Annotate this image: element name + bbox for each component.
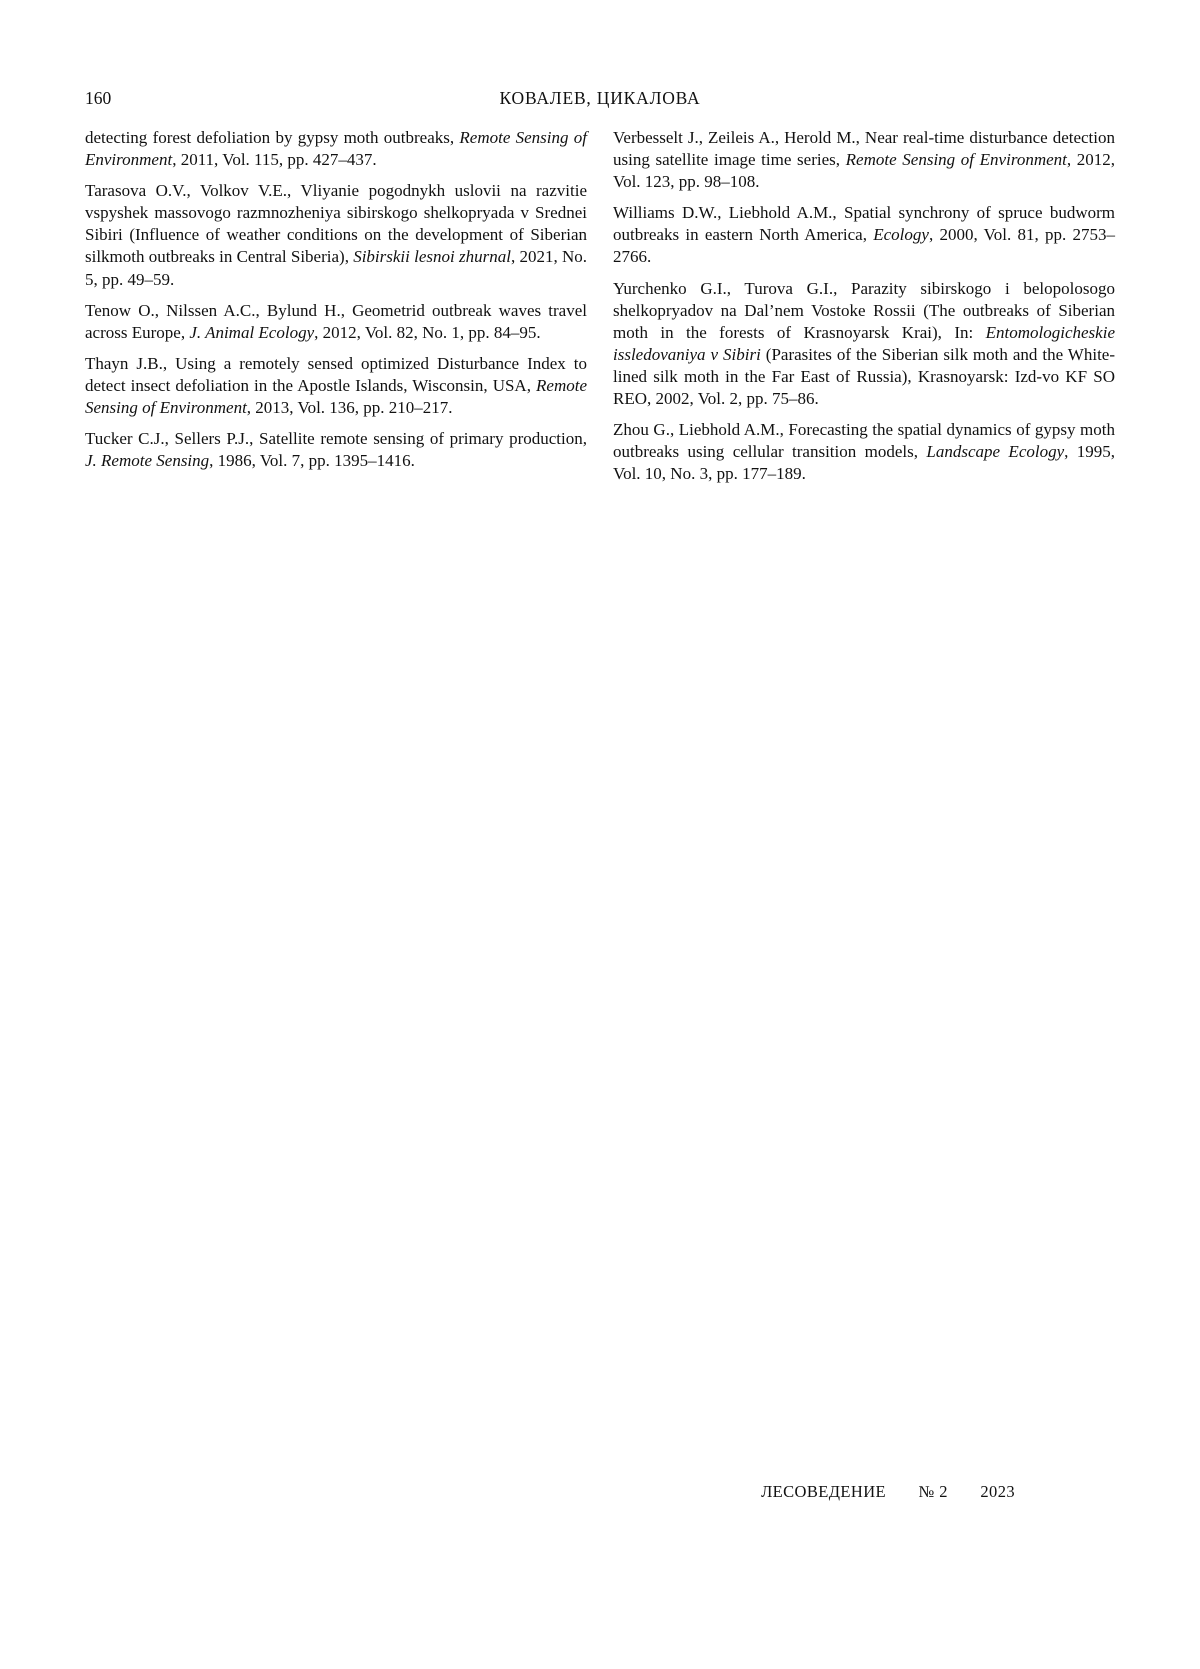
reference-text: Verbesselt J., Zeileis A., Herold M., Near real-time disturbance detection using satellite image time series, xyxy=(613,128,1115,170)
reference-entry xyxy=(613,419,1115,485)
reference-journal-title: Entomologicheskie issledovaniya v Sibiri xyxy=(613,322,1115,364)
reference-text: , 2013, Vol. 136, pp. 210–217. xyxy=(246,398,453,418)
references-columns xyxy=(85,127,1115,494)
right-column xyxy=(613,127,1115,494)
reference-text: Tarasova O.V., Volkov V.E., Vliyanie pogodnykh uslovii na razvitie vspyshek massovogo razmnozheniya sibirskogo shelkopryada v Srednei Sibiri (Influence of weather conditions on the development of Siberian silkmoth outbreaks in Central Siberia), xyxy=(85,181,587,267)
journal-name: ЛЕСОВЕДЕНИЕ xyxy=(761,1482,886,1501)
page-header xyxy=(85,88,1115,112)
reference-text: , 2021, No. 5, pp. 49–59. xyxy=(85,247,587,289)
reference-text: (Parasites of the Siberian silk moth and the White-lined silk moth in the Far East of Russia), Krasnoyarsk: Izd-vo KF SO REO, 2002, Vol. 2, pp. 75–86. xyxy=(613,344,1115,409)
reference-text: detecting forest defoliation by gypsy moth outbreaks, xyxy=(85,128,460,147)
footer-year: 2023 xyxy=(980,1482,1015,1501)
reference-text: , 2011, Vol. 115, pp. 427–437. xyxy=(172,150,377,170)
reference-journal-title: Remote Sensing of Environment xyxy=(85,128,587,170)
reference-entry xyxy=(85,300,587,344)
reference-text: Zhou G., Liebhold A.M., Forecasting the spatial dynamics of gypsy moth outbreaks using cellular transition models, xyxy=(613,420,1115,462)
reference-text: Williams D.W., Liebhold A.M., Spatial synchrony of spruce budworm outbreaks in eastern North America, xyxy=(613,203,1115,245)
reference-journal-title: J. Remote Sensing xyxy=(85,451,210,471)
reference-text: , 2012, Vol. 82, No. 1, pp. 84–95. xyxy=(314,322,541,342)
issue-number: № 2 xyxy=(918,1482,948,1501)
reference-journal-title: J. Animal Ecology xyxy=(189,322,315,342)
reference-journal-title: Remote Sensing of Environment xyxy=(845,150,1067,170)
reference-journal-title: Remote Sensing of Environment xyxy=(85,375,587,418)
running-title: КОВАЛЕВ, ЦИКАЛОВА xyxy=(499,88,701,108)
reference-text: Tenow O., Nilssen A.C., Bylund H., Geometrid outbreak waves travel across Europe, xyxy=(85,300,587,342)
reference-text: , 1995, Vol. 10, No. 3, pp. 177–189. xyxy=(613,442,1116,484)
reference-text: , 1986, Vol. 7, pp. 1395–1416. xyxy=(209,451,415,471)
reference-text: , 2000, Vol. 81, pp. 2753–2766. xyxy=(613,225,1115,267)
reference-entry xyxy=(85,353,587,419)
reference-journal-title: Sibirskii lesnoi zhurnal xyxy=(353,247,511,267)
reference-journal-title: Ecology xyxy=(873,225,929,245)
page-number: 160 xyxy=(85,88,112,108)
reference-entry xyxy=(613,278,1115,411)
left-column xyxy=(85,127,587,494)
reference-text: Yurchenko G.I., Turova G.I., Parazity sibirskogo i belopolosogo shelkopryadov na Dal’nem Vostoke Rossii (The outbreaks of Siberian moth in the forests of Krasnoyarsk Krai), In: xyxy=(613,278,1115,342)
reference-entry xyxy=(613,202,1115,268)
reference-entry xyxy=(613,127,1115,193)
reference-text: Thayn J.B., Using a remotely sensed optimized Disturbance Index to detect insect defoliation in the Apostle Islands, Wisconsin, USA, xyxy=(85,353,587,395)
reference-text: Tucker C.J., Sellers P.J., Satellite remote sensing of primary production, xyxy=(85,429,587,449)
reference-text: , 2012, Vol. 123, pp. 98–108. xyxy=(613,150,1116,192)
page-footer xyxy=(761,1482,1015,1502)
reference-entry xyxy=(85,428,587,472)
reference-entry xyxy=(85,180,587,290)
reference-entry xyxy=(85,127,587,171)
reference-journal-title: Landscape Ecology xyxy=(926,442,1065,462)
